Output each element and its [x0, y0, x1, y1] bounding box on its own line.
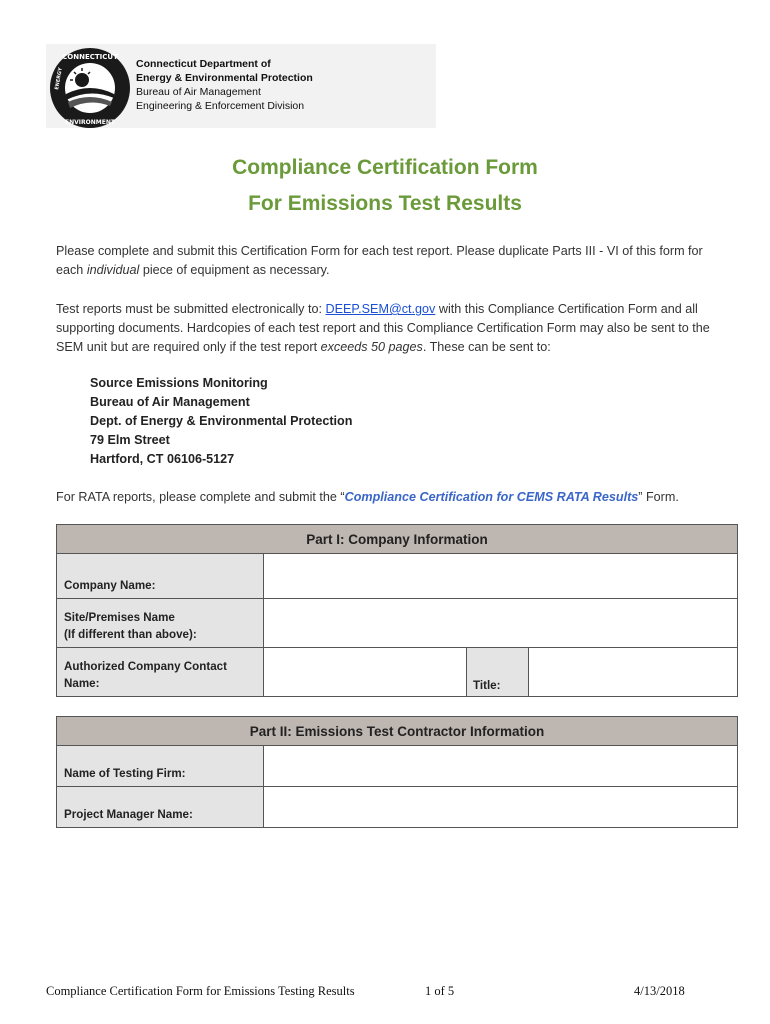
- agency-name: [136, 57, 313, 113]
- address-line-2: Bureau of Air Management: [90, 395, 250, 409]
- agency-line-1: Connecticut Department of: [136, 58, 271, 70]
- address-line-3: Dept. of Energy & Environmental Protection: [90, 414, 353, 428]
- address-line-5: Hartford, CT 06106-5127: [90, 452, 235, 466]
- ct-deep-seal-icon: [48, 46, 132, 130]
- company-name-label: Company Name:: [57, 554, 264, 598]
- testing-firm-field[interactable]: [264, 746, 737, 786]
- intro-paragraph-1: Please complete and submit this Certification Form for each test report. Please duplicate Parts III - VI of this form for each individual piece of equipment as necessary.: [56, 244, 703, 277]
- site-name-field[interactable]: [264, 599, 737, 647]
- contact-row: [57, 648, 737, 696]
- testing-firm-label: Name of Testing Firm:: [57, 746, 264, 786]
- site-name-row: [57, 599, 737, 648]
- title-field[interactable]: [529, 648, 737, 696]
- testing-firm-row: [57, 746, 737, 787]
- company-name-field[interactable]: [264, 554, 737, 598]
- mailing-address: [90, 374, 352, 469]
- footer-page-number: 1 of 5: [425, 984, 455, 998]
- footer-date: 4/13/2018: [634, 984, 685, 998]
- rata-form-link[interactable]: Compliance Certification for CEMS RATA Results: [344, 490, 639, 504]
- project-manager-label: Project Manager Name:: [57, 787, 264, 827]
- company-name-row: [57, 554, 737, 599]
- contact-name-label: Authorized Company Contact Name:: [57, 648, 264, 696]
- title-label: Title:: [467, 648, 529, 696]
- project-manager-field[interactable]: [264, 787, 737, 827]
- footer-form-name: Compliance Certification Form for Emissions Testing Results: [46, 984, 355, 998]
- contact-name-field[interactable]: [264, 648, 467, 696]
- agency-line-3: Bureau of Air Management: [136, 86, 261, 98]
- svg-text:ENVIRONMENT: ENVIRONMENT: [65, 119, 115, 126]
- form-title: Compliance Certification Form: [232, 156, 538, 179]
- part-1-heading: Part I: Company Information: [57, 525, 737, 554]
- part-1-company-information: [56, 524, 738, 697]
- project-manager-row: [57, 787, 737, 827]
- agency-line-2: Energy & Environmental Protection: [136, 72, 313, 84]
- intro-paragraph-2: Test reports must be submitted electronically to: DEEP.SEM@ct.gov with this Compliance Certification Form and all supporting documents. Hardcopies of each test report and this Compliance Certification Form may also be sent to the SEM unit but are required only if the test report exceeds 50 pages. These can be sent to:: [56, 302, 710, 354]
- svg-text:CONNECTICUT: CONNECTICUT: [62, 53, 118, 61]
- address-line-4: 79 Elm Street: [90, 433, 170, 447]
- address-line-1: Source Emissions Monitoring: [90, 376, 268, 390]
- form-subtitle: For Emissions Test Results: [248, 192, 522, 215]
- svg-text:ENERGY: ENERGY: [54, 67, 64, 91]
- part-2-contractor-information: [56, 716, 738, 828]
- rata-instructions: For RATA reports, please complete and submit the “Compliance Certification for CEMS RATA Results” Form.: [56, 490, 679, 504]
- part-2-heading: Part II: Emissions Test Contractor Information: [57, 717, 737, 746]
- site-name-label: Site/Premises Name (If different than above):: [57, 599, 264, 647]
- agency-logo: [46, 44, 436, 128]
- email-link[interactable]: DEEP.SEM@ct.gov: [325, 302, 436, 316]
- agency-line-4: Engineering & Enforcement Division: [136, 100, 305, 112]
